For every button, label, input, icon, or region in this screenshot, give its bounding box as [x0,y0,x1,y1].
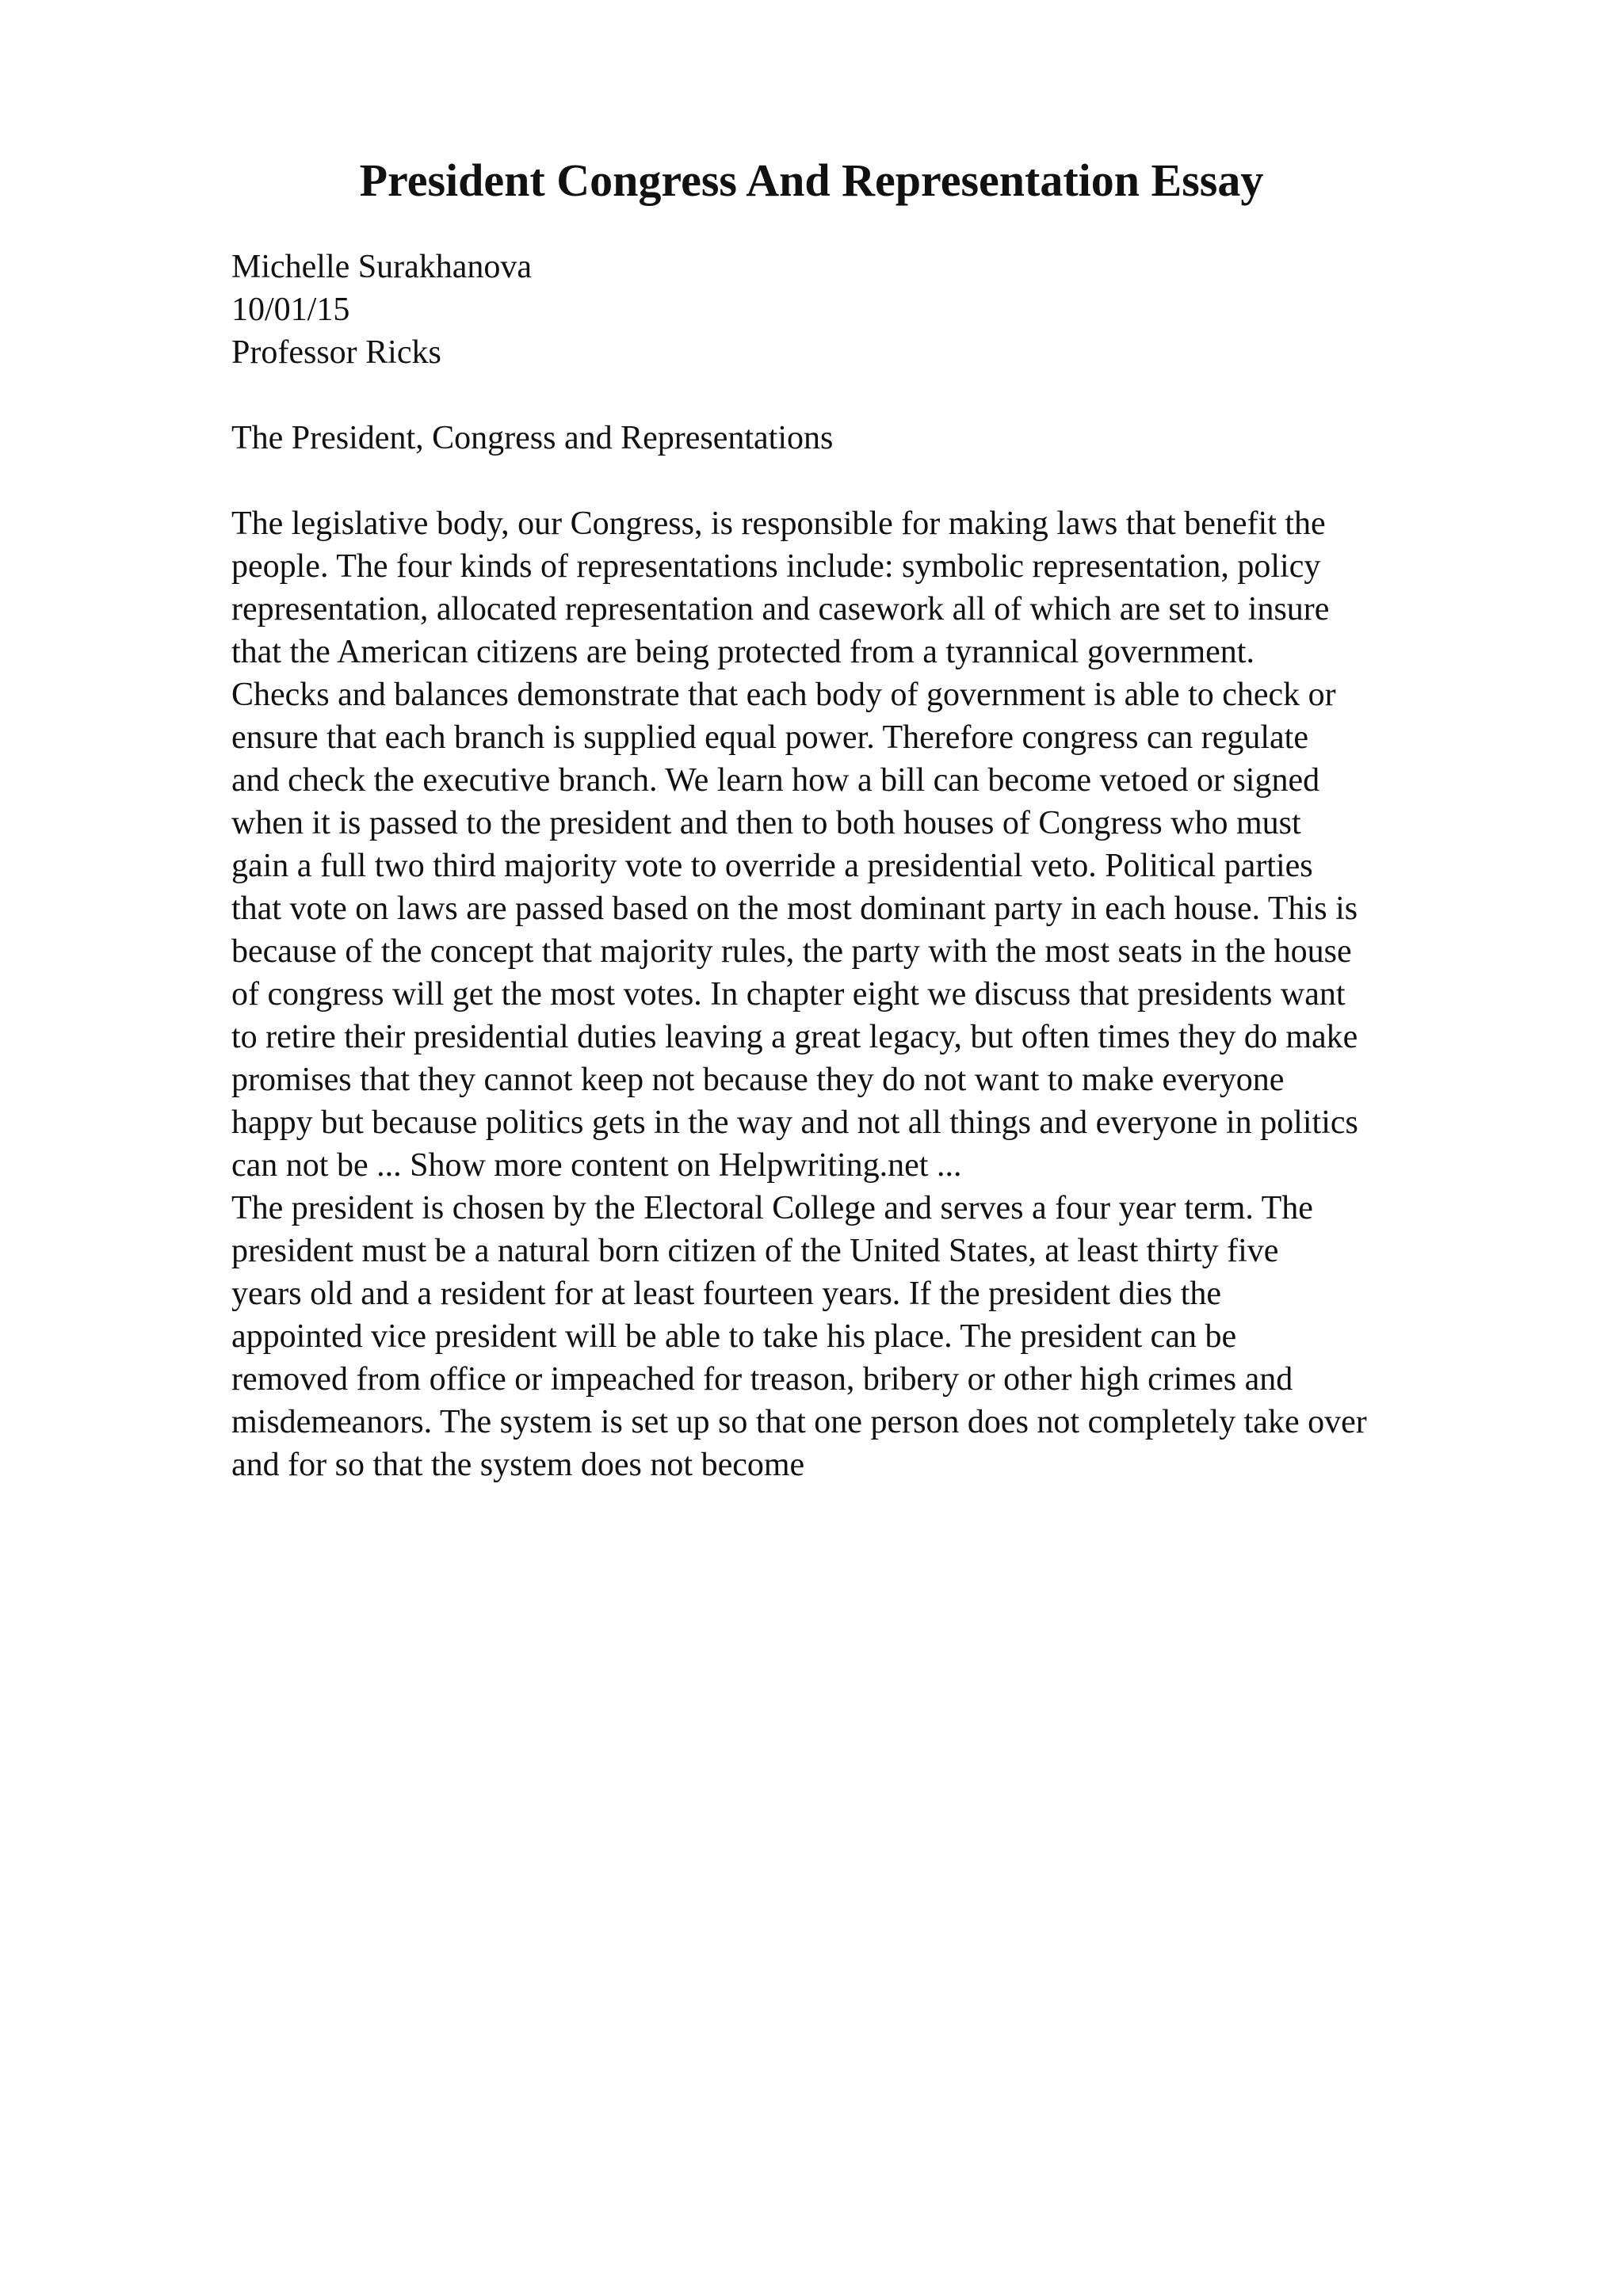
body-line: and check the executive branch. We learn how a bill can become vetoed or signed [231,762,1320,799]
document-content [231,246,1499,1486]
body-line: ensure that each branch is supplied equal power. Therefore congress can regulate [231,719,1308,756]
body-line: misdemeanors. The system is set up so that one person does not completely take over [231,1404,1367,1440]
body-line: when it is passed to the president and then to both houses of Congress who must [231,805,1301,841]
body-line: president must be a natural born citizen of the United States, at least thirty five [231,1233,1279,1269]
spacer [231,460,1499,502]
body-line: people. The four kinds of representations include: symbolic representation, policy [231,548,1321,585]
essay-body [231,502,1499,1486]
document-title: President Congress And Representation Essay [359,154,1264,206]
document-date: 10/01/15 [231,292,350,328]
body-line: happy but because politics gets in the way and not all things and everyone in politics [231,1104,1358,1141]
professor-name: Professor Ricks [231,334,441,371]
body-line: years old and a resident for at least fourteen years. If the president dies the [231,1276,1222,1312]
body-line: can not be ... Show more content on Helpwriting.net ... [231,1147,962,1184]
body-line: of congress will get the most votes. In chapter eight we discuss that presidents want [231,976,1346,1013]
body-line: promises that they cannot keep not because they do not want to make everyone [231,1062,1285,1098]
body-line: to retire their presidential duties leaving a great legacy, but often times they do make [231,1019,1358,1055]
body-line: Checks and balances demonstrate that each body of government is able to check or [231,677,1336,713]
body-line: that the American citizens are being protected from a tyrannical government. [231,634,1254,670]
body-line: removed from office or impeached for treason, bribery or other high crimes and [231,1361,1293,1398]
body-line: gain a full two third majority vote to override a presidential veto. Political parties [231,848,1313,884]
body-line: that vote on laws are passed based on the most dominant party in each house. This is [231,891,1358,927]
spacer [231,374,1499,417]
body-line: appointed vice president will be able to take his place. The president can be [231,1318,1237,1355]
body-line: representation, allocated representation and casework all of which are set to insure [231,591,1330,627]
body-line: The president is chosen by the Electoral College and serves a four year term. The [231,1190,1313,1226]
author-name: Michelle Surakhanova [231,249,533,285]
body-line: The legislative body, our Congress, is responsible for making laws that benefit the [231,505,1326,542]
essay-subtitle: The President, Congress and Representations [231,420,834,456]
header-block [231,246,1499,374]
body-line: and for so that the system does not become [231,1447,805,1483]
body-line: because of the concept that majority rules, the party with the most seats in the house [231,933,1352,970]
